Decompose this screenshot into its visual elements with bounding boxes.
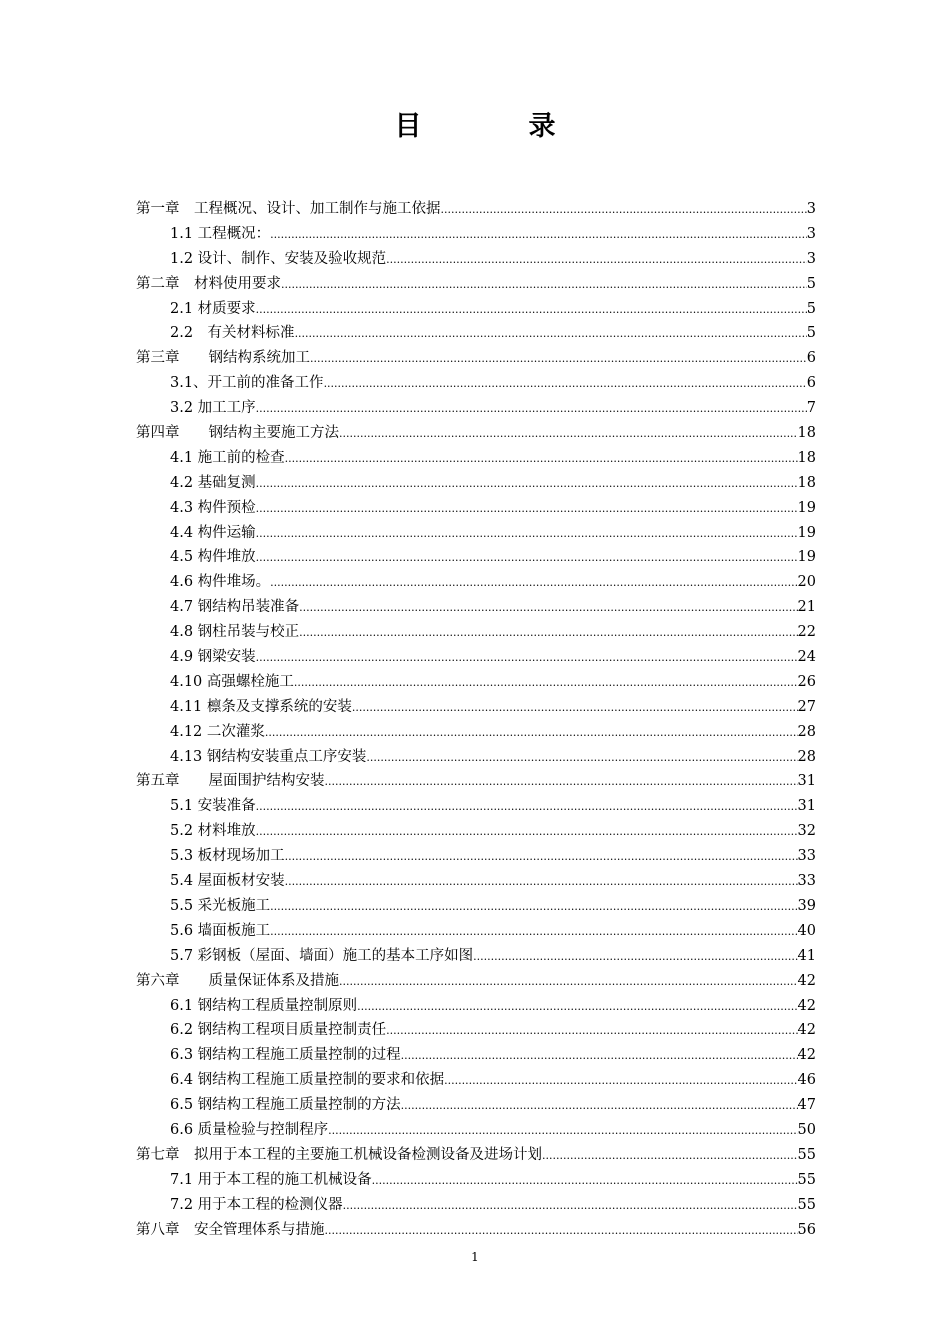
toc-entry-page: 46 bbox=[797, 1072, 816, 1089]
toc-section-entry[interactable] bbox=[136, 919, 816, 944]
toc-entry-label: 第七章 拟用于本工程的主要施工机械设备检测设备及进场计划 bbox=[136, 1146, 542, 1163]
toc-dot-leader bbox=[386, 1019, 797, 1044]
toc-entry-label: 6.6 质量检验与控制程序 bbox=[170, 1121, 329, 1138]
toc-entry-page: 19 bbox=[797, 499, 816, 516]
toc-section-entry[interactable] bbox=[136, 1093, 816, 1118]
toc-entry-label: 第三章 钢结构系统加工 bbox=[136, 350, 310, 367]
toc-section-entry[interactable] bbox=[136, 471, 816, 496]
toc-dot-leader bbox=[285, 845, 798, 870]
toc-entry-page: 3 bbox=[806, 201, 816, 217]
toc-entry-page: 42 bbox=[797, 1022, 816, 1039]
toc-entry-page: 42 bbox=[797, 1047, 816, 1064]
toc-section-entry[interactable] bbox=[136, 869, 816, 894]
toc-entry-label: 4.1 施工前的检查 bbox=[170, 449, 285, 466]
toc-dot-leader bbox=[299, 596, 797, 621]
toc-entry-page: 47 bbox=[797, 1097, 816, 1114]
toc-entry-label: 2.2 有关材料标准 bbox=[170, 325, 295, 342]
toc-dot-leader bbox=[366, 746, 797, 771]
toc-entry-page: 5 bbox=[806, 275, 816, 292]
toc-entry-page: 6 bbox=[806, 350, 816, 367]
toc-entry-page: 20 bbox=[797, 574, 816, 591]
toc-entry-label: 第八章 安全管理体系与措施 bbox=[136, 1221, 325, 1238]
toc-dot-leader bbox=[281, 273, 807, 298]
toc-chapter-entry[interactable] bbox=[136, 346, 816, 371]
toc-entry-label: 5.5 采光板施工 bbox=[170, 897, 271, 914]
toc-chapter-entry[interactable] bbox=[136, 1218, 816, 1243]
toc-entry-label: 7.2 用于本工程的检测仪器 bbox=[170, 1196, 343, 1213]
toc-entry-page: 26 bbox=[797, 673, 816, 690]
toc-chapter-entry[interactable] bbox=[136, 272, 816, 297]
toc-entry-page: 18 bbox=[797, 425, 816, 442]
toc-entry-page: 40 bbox=[797, 922, 816, 939]
toc-entry-label: 4.4 构件运输 bbox=[170, 524, 256, 541]
toc-chapter-entry[interactable] bbox=[136, 421, 816, 446]
toc-section-entry[interactable] bbox=[136, 446, 816, 471]
toc-entry-label: 6.1 钢结构工程质量控制原则 bbox=[170, 997, 358, 1014]
toc-dot-leader bbox=[256, 646, 798, 671]
toc-entry-page: 28 bbox=[797, 723, 816, 740]
toc-entry-page: 5 bbox=[806, 300, 816, 317]
toc-dot-leader bbox=[325, 1219, 798, 1244]
toc-entry-page: 50 bbox=[797, 1121, 816, 1138]
toc-entry-page: 55 bbox=[797, 1196, 816, 1213]
toc-dot-leader bbox=[328, 1119, 797, 1144]
toc-section-entry[interactable] bbox=[136, 1043, 816, 1068]
toc-entry-label: 第二章 材料使用要求 bbox=[136, 275, 281, 292]
toc-dot-leader bbox=[270, 895, 797, 920]
toc-entry-page: 7 bbox=[806, 400, 816, 417]
toc-entry-label: 第一章 工程概况、设计、加工制作与施工依据 bbox=[136, 201, 441, 217]
toc-dot-leader bbox=[441, 198, 807, 223]
toc-dot-leader bbox=[256, 820, 798, 845]
toc-dot-leader bbox=[352, 696, 798, 721]
toc-section-entry[interactable] bbox=[136, 670, 816, 695]
page-title: 目 录 bbox=[394, 111, 596, 142]
toc-dot-leader bbox=[256, 397, 807, 422]
toc-section-entry[interactable] bbox=[136, 297, 816, 322]
toc-entry-page: 27 bbox=[797, 698, 816, 715]
toc-entry-label: 4.12 二次灌浆 bbox=[170, 723, 265, 740]
toc-entry-label: 6.4 钢结构工程施工质量控制的要求和依据 bbox=[170, 1072, 445, 1089]
toc-section-entry[interactable] bbox=[136, 247, 816, 272]
toc-section-entry[interactable] bbox=[136, 595, 816, 620]
toc-entry-page: 21 bbox=[797, 599, 816, 616]
toc-section-entry[interactable] bbox=[136, 545, 816, 570]
toc-entry-label: 4.10 高强螺栓施工 bbox=[170, 673, 294, 690]
toc-section-entry[interactable] bbox=[136, 819, 816, 844]
toc-dot-leader bbox=[270, 920, 797, 945]
toc-entry-label: 5.4 屋面板材安装 bbox=[170, 873, 285, 890]
toc-entry-label: 5.7 彩钢板（屋面、墙面）施工的基本工序如图 bbox=[170, 947, 474, 964]
toc-entry-page: 6 bbox=[806, 375, 816, 392]
toc-entry-label: 4.11 檩条及支撑系统的安装 bbox=[170, 698, 352, 715]
toc-entry-label: 4.3 构件预检 bbox=[170, 499, 256, 516]
toc-entry-label: 7.1 用于本工程的施工机械设备 bbox=[170, 1171, 372, 1188]
toc-entry-label: 第五章 屋面围护结构安装 bbox=[136, 773, 325, 790]
toc-dot-leader bbox=[343, 1194, 798, 1219]
toc-entry-label: 1.1 工程概况： bbox=[170, 225, 271, 242]
toc-section-entry[interactable] bbox=[136, 371, 816, 396]
toc-entry-page: 33 bbox=[797, 873, 816, 890]
toc-dot-leader bbox=[256, 795, 798, 820]
toc-entry-page: 39 bbox=[797, 897, 816, 914]
toc-section-entry[interactable] bbox=[136, 745, 816, 770]
toc-section-entry[interactable] bbox=[136, 321, 816, 346]
toc-section-entry[interactable] bbox=[136, 396, 816, 421]
toc-dot-leader bbox=[285, 447, 798, 472]
toc-dot-leader bbox=[299, 621, 797, 646]
toc-entry-page: 5 bbox=[806, 325, 816, 342]
toc-dot-leader bbox=[285, 870, 798, 895]
toc-dot-leader bbox=[310, 347, 807, 372]
toc-entry-page: 55 bbox=[797, 1146, 816, 1163]
toc-entry-page: 3 bbox=[806, 225, 816, 242]
toc-dot-leader bbox=[401, 1044, 798, 1069]
toc-dot-leader bbox=[339, 422, 798, 447]
toc-section-entry[interactable] bbox=[136, 521, 816, 546]
toc-entry-label: 5.3 板材现场加工 bbox=[170, 848, 285, 865]
toc-dot-leader bbox=[325, 770, 798, 795]
toc-entry-page: 24 bbox=[797, 649, 816, 666]
toc-section-entry[interactable] bbox=[136, 720, 816, 745]
toc-entry-page: 33 bbox=[797, 848, 816, 865]
toc-dot-leader bbox=[270, 571, 797, 596]
toc-entry-page: 55 bbox=[797, 1171, 816, 1188]
toc-dot-leader bbox=[357, 995, 797, 1020]
toc-entry-label: 1.2 设计、制作、安装及验收规范 bbox=[170, 250, 387, 267]
toc-entry-page: 18 bbox=[797, 449, 816, 466]
toc-entry-page: 19 bbox=[797, 549, 816, 566]
toc-entry-label: 3.1、开工前的准备工作 bbox=[170, 375, 324, 392]
toc-entry-label: 4.5 构件堆放 bbox=[170, 549, 256, 566]
toc-entry-page: 32 bbox=[797, 823, 816, 840]
toc-entry-page: 42 bbox=[797, 997, 816, 1014]
toc-chapter-entry[interactable] bbox=[136, 197, 816, 222]
toc-dot-leader bbox=[339, 970, 798, 995]
toc-dot-leader bbox=[256, 497, 798, 522]
toc-entry-page: 19 bbox=[797, 524, 816, 541]
toc-entry-label: 4.7 钢结构吊装准备 bbox=[170, 599, 300, 616]
toc-entry-page: 28 bbox=[797, 748, 816, 765]
toc-dot-leader bbox=[256, 546, 798, 571]
toc-entry-label: 5.6 墙面板施工 bbox=[170, 922, 271, 939]
toc-entry-page: 31 bbox=[797, 773, 816, 790]
toc-section-entry[interactable] bbox=[136, 944, 816, 969]
toc-entry-label: 6.5 钢结构工程施工质量控制的方法 bbox=[170, 1097, 401, 1114]
toc-entry-label: 4.6 构件堆场。 bbox=[170, 574, 271, 591]
toc-dot-leader bbox=[256, 522, 798, 547]
toc-entry-label: 6.2 钢结构工程项目质量控制责任 bbox=[170, 1022, 387, 1039]
toc-entry-label: 第六章 质量保证体系及措施 bbox=[136, 972, 339, 989]
toc-section-entry[interactable] bbox=[136, 1068, 816, 1093]
toc-section-entry[interactable] bbox=[136, 496, 816, 521]
toc-dot-leader bbox=[401, 1094, 798, 1119]
toc-dot-leader bbox=[265, 721, 798, 746]
toc-entry-page: 22 bbox=[797, 624, 816, 641]
toc-entry-label: 2.1 材质要求 bbox=[170, 300, 256, 317]
toc-section-entry[interactable] bbox=[136, 222, 816, 247]
toc-dot-leader bbox=[294, 671, 798, 696]
table-of-contents bbox=[136, 197, 816, 1242]
toc-entry-page: 18 bbox=[797, 474, 816, 491]
toc-entry-label: 5.1 安装准备 bbox=[170, 798, 256, 815]
toc-section-entry[interactable] bbox=[136, 645, 816, 670]
toc-dot-leader bbox=[256, 472, 798, 497]
toc-entry-label: 第四章 钢结构主要施工方法 bbox=[136, 425, 339, 442]
toc-entry-label: 4.2 基础复测 bbox=[170, 474, 256, 491]
toc-entry-label: 4.9 钢梁安装 bbox=[170, 649, 256, 666]
toc-dot-leader bbox=[444, 1069, 797, 1094]
toc-chapter-entry[interactable] bbox=[136, 969, 816, 994]
toc-section-entry[interactable] bbox=[136, 695, 816, 720]
toc-entry-label: 3.2 加工工序 bbox=[170, 400, 256, 417]
toc-section-entry[interactable] bbox=[136, 1118, 816, 1143]
page-number: 1 bbox=[471, 1250, 479, 1264]
toc-section-entry[interactable] bbox=[136, 894, 816, 919]
toc-entry-label: 4.13 钢结构安装重点工序安装 bbox=[170, 748, 367, 765]
toc-entry-page: 3 bbox=[806, 250, 816, 267]
toc-dot-leader bbox=[256, 298, 807, 323]
toc-dot-leader bbox=[324, 372, 807, 397]
toc-entry-label: 5.2 材料堆放 bbox=[170, 823, 256, 840]
toc-chapter-entry[interactable] bbox=[136, 769, 816, 794]
toc-dot-leader bbox=[372, 1169, 798, 1194]
toc-chapter-entry[interactable] bbox=[136, 1143, 816, 1168]
toc-dot-leader bbox=[386, 248, 807, 273]
toc-entry-page: 31 bbox=[797, 798, 816, 815]
toc-dot-leader bbox=[295, 322, 807, 347]
toc-dot-leader bbox=[270, 223, 807, 248]
toc-dot-leader bbox=[542, 1144, 798, 1169]
toc-entry-page: 42 bbox=[797, 972, 816, 989]
toc-entry-page: 41 bbox=[797, 947, 816, 964]
toc-dot-leader bbox=[473, 945, 797, 970]
toc-entry-page: 56 bbox=[797, 1221, 816, 1238]
toc-section-entry[interactable] bbox=[136, 1018, 816, 1043]
toc-section-entry[interactable] bbox=[136, 994, 816, 1019]
toc-section-entry[interactable] bbox=[136, 570, 816, 595]
toc-section-entry[interactable] bbox=[136, 1168, 816, 1193]
toc-entry-label: 4.8 钢柱吊装与校正 bbox=[170, 624, 300, 641]
toc-section-entry[interactable] bbox=[136, 794, 816, 819]
toc-entry-label: 6.3 钢结构工程施工质量控制的过程 bbox=[170, 1047, 401, 1064]
toc-section-entry[interactable] bbox=[136, 620, 816, 645]
toc-section-entry[interactable] bbox=[136, 1193, 816, 1218]
toc-section-entry[interactable] bbox=[136, 844, 816, 869]
